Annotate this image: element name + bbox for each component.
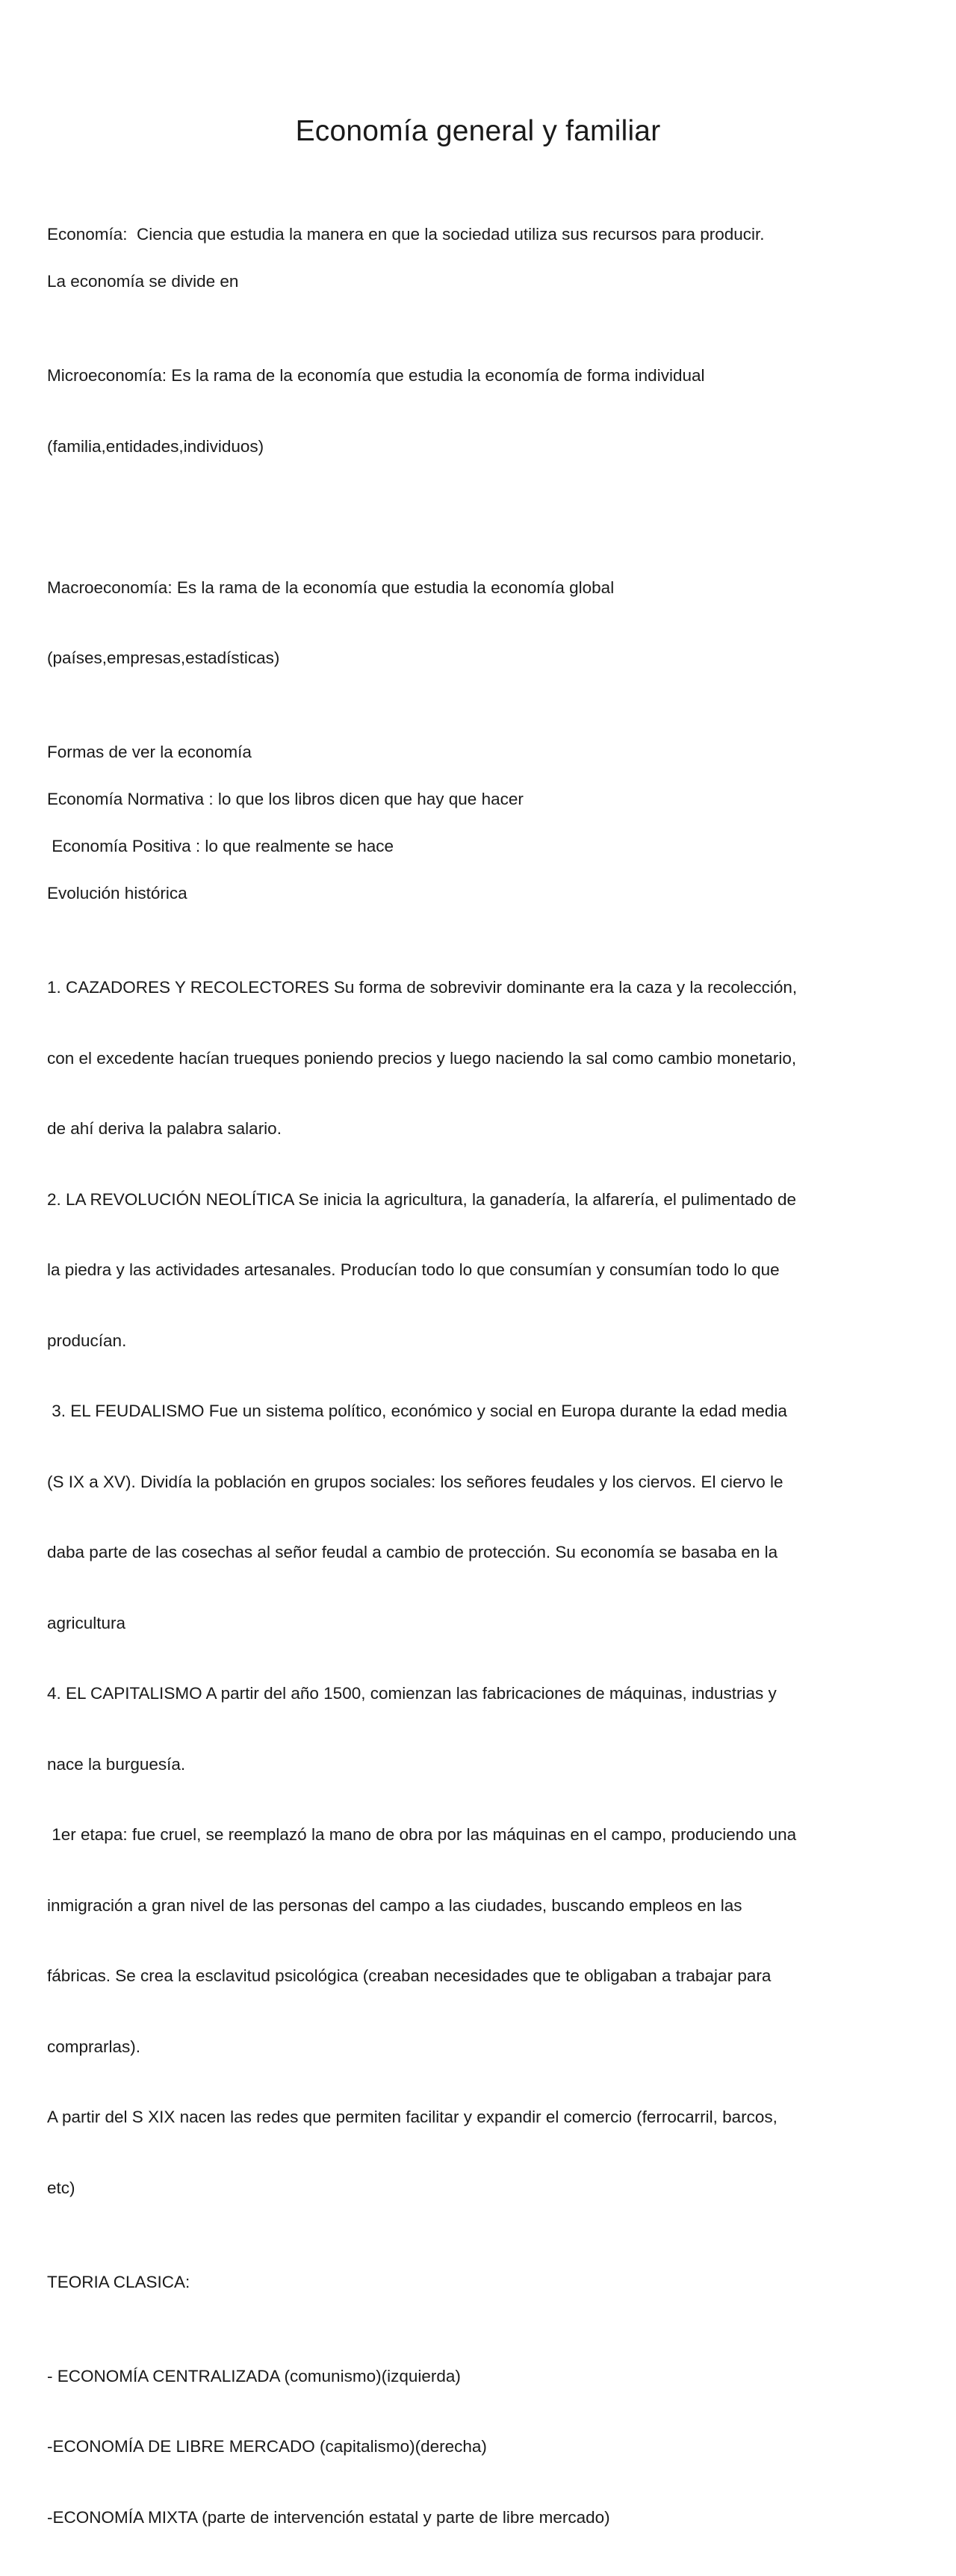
classic-item-mixta: -ECONOMÍA MIXTA (parte de intervención estatal y parte de libre mercado) <box>47 2506 854 2530</box>
history-item-4-line-1: 4. EL CAPITALISMO A partir del año 1500, comienzan las fabricaciones de máquinas, industrias y <box>47 1682 854 1706</box>
document-title: Economía general y familiar <box>0 115 956 148</box>
classic-item-centralizada: - ECONOMÍA CENTRALIZADA (comunismo)(izquierda) <box>47 2365 854 2388</box>
history-item-2-line-3: producían. <box>47 1329 854 1353</box>
stage-1-line-1: 1er etapa: fue cruel, se reemplazó la mano de obra por las máquinas en el campo, produciendo una <box>47 1823 854 1847</box>
xix-line-2: etc) <box>47 2176 854 2200</box>
microeconomia-line-1: Microeconomía: Es la rama de la economía que estudia la economía de forma individual <box>47 364 854 388</box>
history-item-3-line-3: daba parte de las cosechas al señor feudal a cambio de protección. Su economía se basaba en la <box>47 1541 854 1564</box>
history-item-2-line-1: 2. LA REVOLUCIÓN NEOLÍTICA Se inicia la agricultura, la ganadería, la alfarería, el pulimentado de <box>47 1188 854 1212</box>
history-item-3-line-2: (S IX a XV). Dividía la población en grupos sociales: los señores feudales y los ciervos. El ciervo le <box>47 1470 854 1494</box>
macroeconomia-line-1: Macroeconomía: Es la rama de la economía que estudia la economía global <box>47 576 854 600</box>
history-item-4-line-2: nace la burguesía. <box>47 1753 854 1777</box>
classic-list <box>47 2318 854 2576</box>
history-heading: Evolución histórica <box>47 882 854 905</box>
classic-heading: TEORIA CLASICA: <box>47 2270 854 2294</box>
positiva-paragraph: Economía Positiva : lo que realmente se hace <box>47 835 854 858</box>
history-item-1-line-1: 1. CAZADORES Y RECOLECTORES Su forma de sobrevivir dominante era la caza y la recolección, <box>47 976 854 1000</box>
xix-line-1: A partir del S XIX nacen las redes que permiten facilitar y expandir el comercio (ferrocarril, barcos, <box>47 2105 854 2129</box>
history-item-1-line-3: de ahí deriva la palabra salario. <box>47 1117 854 1141</box>
microeconomia-paragraph <box>47 317 854 505</box>
document-body <box>47 223 854 2576</box>
definition-paragraph: Economía: Ciencia que estudia la manera en que la sociedad utiliza sus recursos para producir. <box>47 223 854 247</box>
stage-1-line-2: inmigración a gran nivel de las personas del campo a las ciudades, buscando empleos en las <box>47 1894 854 1918</box>
division-intro: La economía se divide en <box>47 270 854 294</box>
history-item-2-line-2: la piedra y las actividades artesanales. Producían todo lo que consumían y consumían todo lo que <box>47 1258 854 1282</box>
normativa-paragraph: Economía Normativa : lo que los libros dicen que hay que hacer <box>47 787 854 811</box>
macroeconomia-line-2: (países,empresas,estadísticas) <box>47 646 854 670</box>
history-item-3-line-4: agricultura <box>47 1611 854 1635</box>
microeconomia-line-2: (familia,entidades,individuos) <box>47 435 854 459</box>
history-item-3-line-1: 3. EL FEUDALISMO Fue un sistema político, económico y social en Europa durante la edad media <box>47 1399 854 1423</box>
stage-1-line-4: comprarlas). <box>47 2035 854 2059</box>
history-item-1-line-2: con el excedente hacían trueques poniendo precios y luego naciendo la sal como cambio monetario, <box>47 1047 854 1071</box>
macroeconomia-paragraph <box>47 529 854 717</box>
classic-item-libre-mercado: -ECONOMÍA DE LIBRE MERCADO (capitalismo)(derecha) <box>47 2435 854 2459</box>
history-block <box>47 929 854 2247</box>
ways-heading: Formas de ver la economía <box>47 740 854 764</box>
stage-1-line-3: fábricas. Se crea la esclavitud psicológica (creaban necesidades que te obligaban a trabajar para <box>47 1964 854 1988</box>
